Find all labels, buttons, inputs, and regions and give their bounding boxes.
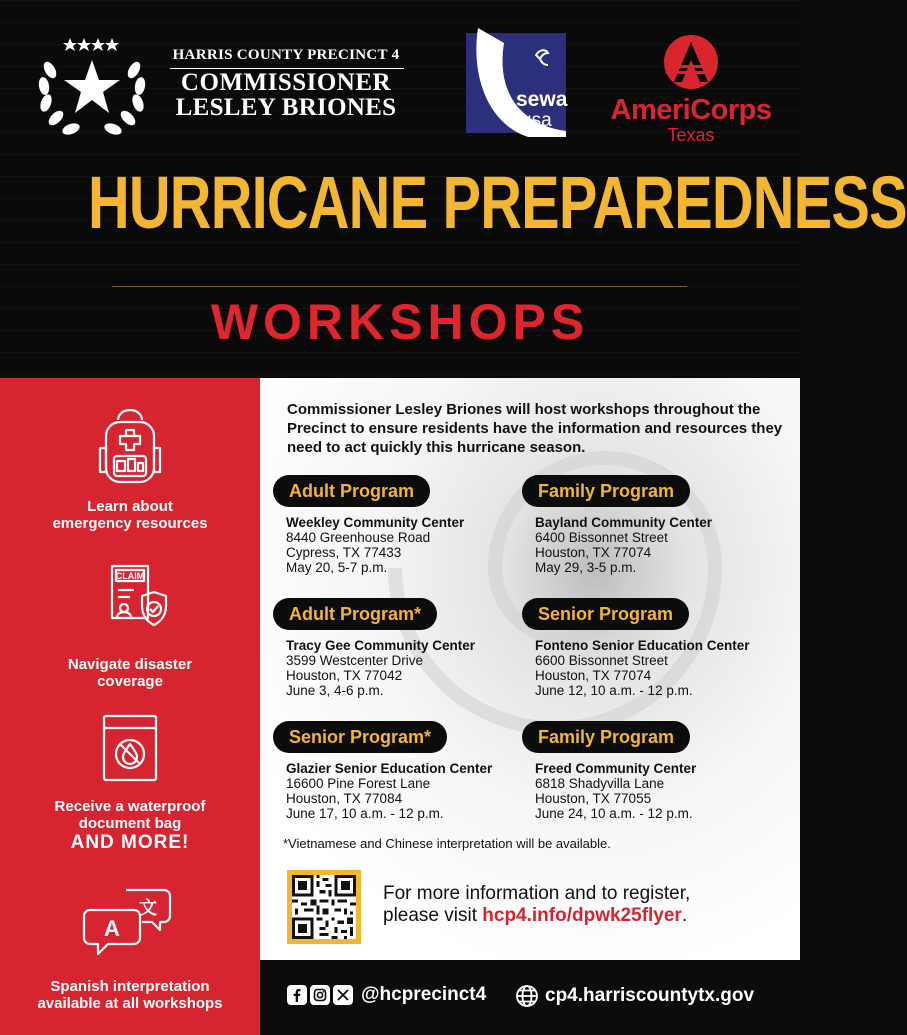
social-handle[interactable]: @hcprecinct4 [361, 984, 487, 1005]
feature-label: emergency resources [52, 515, 208, 532]
translation-icon [82, 886, 178, 960]
facebook-icon[interactable] [287, 985, 307, 1005]
title-divider [112, 286, 687, 287]
qr-code-icon [292, 875, 356, 939]
program-badge: Adult Program [273, 475, 430, 507]
more-info-prefix: please visit [383, 905, 483, 926]
program-badge: Adult Program* [273, 598, 437, 630]
workshop-schedule [260, 378, 800, 960]
americorps-texas-logo [606, 34, 776, 145]
waterproof-bag-icon [100, 714, 160, 784]
date-time: May 20, 5-7 p.m. [286, 560, 388, 575]
registration-link[interactable]: hcp4.info/dpwk25flyer [482, 905, 682, 926]
workshop-card [522, 598, 772, 698]
program-badge: Family Program [522, 721, 690, 753]
sewa-wordmark: sewa [516, 88, 568, 111]
date-time: June 12, 10 a.m. - 12 p.m. [535, 683, 693, 698]
interpretation-footnote: *Vietnamese and Chinese interpretation will be available. [283, 836, 611, 851]
street-address: 3599 Westcenter Drive [286, 653, 424, 668]
workshop-card [522, 721, 772, 821]
first-aid-backpack-icon [90, 408, 170, 488]
street-address: 6818 Shadyvilla Lane [535, 776, 665, 791]
feature-label: Learn about [87, 498, 173, 515]
more-info-line: For more information and to register, [383, 883, 691, 904]
x-icon[interactable] [333, 985, 353, 1005]
city-state-zip: Houston, TX 77042 [286, 668, 403, 683]
precinct-star-seal-icon [36, 34, 148, 138]
program-badge: Senior Program [522, 598, 689, 630]
svg-text:A: A [104, 916, 120, 941]
americorps-wordmark: AmeriCorps [610, 94, 772, 126]
insurance-claim-icon [90, 564, 170, 638]
city-state-zip: Houston, TX 77055 [535, 791, 652, 806]
workshop-card [522, 475, 772, 575]
feature-label: Receive a waterproof [54, 798, 206, 815]
benefits-sidebar [0, 378, 260, 1035]
more-info-line [383, 905, 690, 927]
website-url[interactable]: cp4.harriscountytx.gov [545, 985, 755, 1006]
feature-waterproof-bag [0, 714, 260, 854]
venue-name: Glazier Senior Education Center [286, 761, 493, 776]
social-links [287, 984, 486, 1006]
venue-name: Freed Community Center [535, 761, 697, 776]
venue-name: Tracy Gee Community Center [286, 638, 476, 653]
date-time: June 17, 10 a.m. - 12 p.m. [286, 806, 444, 821]
program-badge: Senior Program* [273, 721, 447, 753]
venue-name: Weekley Community Center [286, 515, 465, 530]
date-time: June 24, 10 a.m. - 12 p.m. [535, 806, 693, 821]
americorps-state: Texas [667, 125, 715, 145]
feature-label: document bag [78, 815, 182, 832]
feature-disaster-coverage [0, 564, 260, 690]
feature-spanish-interpretation [0, 886, 260, 1012]
registration-qr-code[interactable] [287, 870, 361, 944]
and-more-callout: AND MORE! [70, 832, 190, 853]
city-state-zip: Houston, TX 77074 [535, 668, 652, 683]
feature-label: Spanish interpretation [50, 978, 210, 995]
commissioner-name: LESLEY BRIONES [175, 94, 397, 121]
footer [260, 960, 800, 1035]
instagram-icon[interactable] [310, 985, 330, 1005]
globe-icon [515, 984, 539, 1008]
venue-name: Bayland Community Center [535, 515, 713, 530]
workshop-card [273, 721, 523, 821]
workshop-card [273, 475, 523, 575]
feature-label: available at all workshops [37, 995, 223, 1012]
street-address: 6400 Bissonnet Street [535, 530, 668, 545]
street-address: 16600 Pine Forest Lane [286, 776, 431, 791]
date-time: June 3, 4-6 p.m. [286, 683, 384, 698]
page-title: HURRICANE PREPAREDNESS [88, 161, 907, 244]
page-subtitle: WORKSHOPS [210, 294, 590, 350]
commissioner-title: COMMISSIONER [180, 69, 392, 96]
street-address: 8440 Greenhouse Road [286, 530, 431, 545]
feature-emergency-resources [0, 408, 260, 532]
city-state-zip: Houston, TX 77084 [286, 791, 403, 806]
feature-label: coverage [97, 673, 163, 690]
sewa-usa-logo [466, 33, 566, 133]
claim-badge-text: CLAIM [115, 571, 145, 581]
website-link-group [515, 984, 754, 1008]
street-address: 6600 Bissonnet Street [535, 653, 668, 668]
feature-label: Navigate disaster [67, 656, 193, 673]
city-state-zip: Houston, TX 77074 [535, 545, 652, 560]
date-time: May 29, 3-5 p.m. [535, 560, 637, 575]
more-info-text [383, 883, 690, 927]
program-badge: Family Program [522, 475, 690, 507]
usa-wordmark: usa [521, 110, 552, 131]
header [0, 0, 907, 378]
intro-paragraph: Commissioner Lesley Briones will host workshops throughout the Precinct to ensure residents have the information and resources they need to act quickly this hurricane season. [287, 401, 783, 456]
svg-text:文: 文 [139, 898, 157, 919]
more-info-suffix: . [681, 905, 688, 926]
city-state-zip: Cypress, TX 77433 [286, 545, 402, 560]
americorps-a-icon [606, 34, 776, 94]
workshop-card [273, 598, 523, 698]
precinct-name: HARRIS COUNTY PRECINCT 4 [172, 47, 400, 63]
venue-name: Fonteno Senior Education Center [535, 638, 750, 653]
